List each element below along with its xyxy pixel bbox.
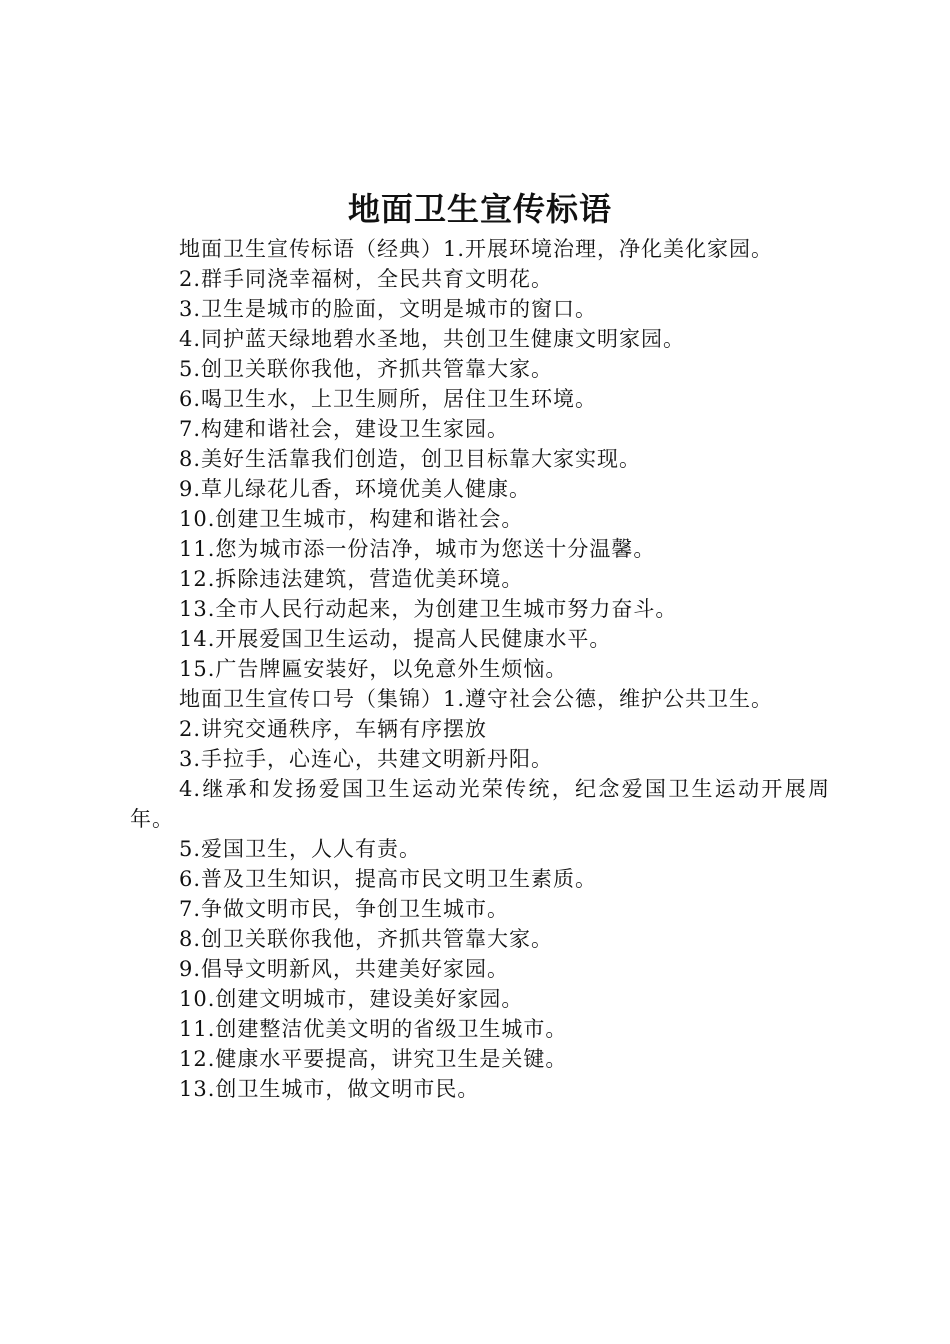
paragraph: 12.健康水平要提高，讲究卫生是关键。 xyxy=(179,1047,568,1071)
paragraph: 14.开展爱国卫生运动，提高人民健康水平。 xyxy=(179,627,612,651)
paragraph: 7.构建和谐社会，建设卫生家园。 xyxy=(179,417,510,441)
paragraph: 10.创建文明城市，建设美好家园。 xyxy=(179,987,524,1011)
paragraph: 8.创卫关联你我他，齐抓共管靠大家。 xyxy=(179,927,554,951)
paragraph: 10.创建卫生城市，构建和谐社会。 xyxy=(179,507,524,531)
paragraph: 12.拆除违法建筑，营造优美环境。 xyxy=(179,567,524,591)
document-page xyxy=(130,184,830,1104)
paragraph: 8.美好生活靠我们创造，创卫目标靠大家实现。 xyxy=(179,447,642,471)
paragraph: 地面卫生宣传口号（集锦）1.遵守社会公德，维护公共卫生。 xyxy=(179,687,774,711)
paragraph: 15.广告牌匾安装好，以免意外生烦恼。 xyxy=(179,657,568,681)
paragraph: 9.草儿绿花儿香，环境优美人健康。 xyxy=(179,477,532,501)
paragraph: 6.喝卫生水，上卫生厕所，居住卫生环境。 xyxy=(179,387,598,411)
paragraph: 5.爱国卫生，人人有责。 xyxy=(179,837,422,861)
paragraph: 地面卫生宣传标语（经典）1.开展环境治理，净化美化家园。 xyxy=(179,237,774,261)
paragraph: 3.卫生是城市的脸面，文明是城市的窗口。 xyxy=(179,297,598,321)
paragraph: 7.争做文明市民，争创卫生城市。 xyxy=(179,897,510,921)
paragraph: 6.普及卫生知识，提高市民文明卫生素质。 xyxy=(179,867,598,891)
paragraph: 4.继承和发扬爱国卫生运动光荣传统，纪念爱国卫生运动开展周年。 xyxy=(130,777,830,831)
paragraph: 13.全市人民行动起来，为创建卫生城市努力奋斗。 xyxy=(179,597,678,621)
paragraph: 4.同护蓝天绿地碧水圣地，共创卫生健康文明家园。 xyxy=(179,327,686,351)
paragraph: 11.创建整洁优美文明的省级卫生城市。 xyxy=(179,1017,568,1041)
paragraph: 13.创卫生城市，做文明市民。 xyxy=(179,1077,480,1101)
paragraph: 2.群手同浇幸福树，全民共育文明花。 xyxy=(179,267,554,291)
document-title: 地面卫生宣传标语 xyxy=(347,190,612,228)
paragraph: 3.手拉手，心连心，共建文明新丹阳。 xyxy=(179,747,554,771)
paragraph: 11.您为城市添一份洁净，城市为您送十分温馨。 xyxy=(179,537,656,561)
paragraph: 5.创卫关联你我他，齐抓共管靠大家。 xyxy=(179,357,554,381)
paragraph: 9.倡导文明新风，共建美好家园。 xyxy=(179,957,510,981)
document-body xyxy=(130,234,830,1104)
paragraph: 2.讲究交通秩序，车辆有序摆放 xyxy=(179,717,488,741)
